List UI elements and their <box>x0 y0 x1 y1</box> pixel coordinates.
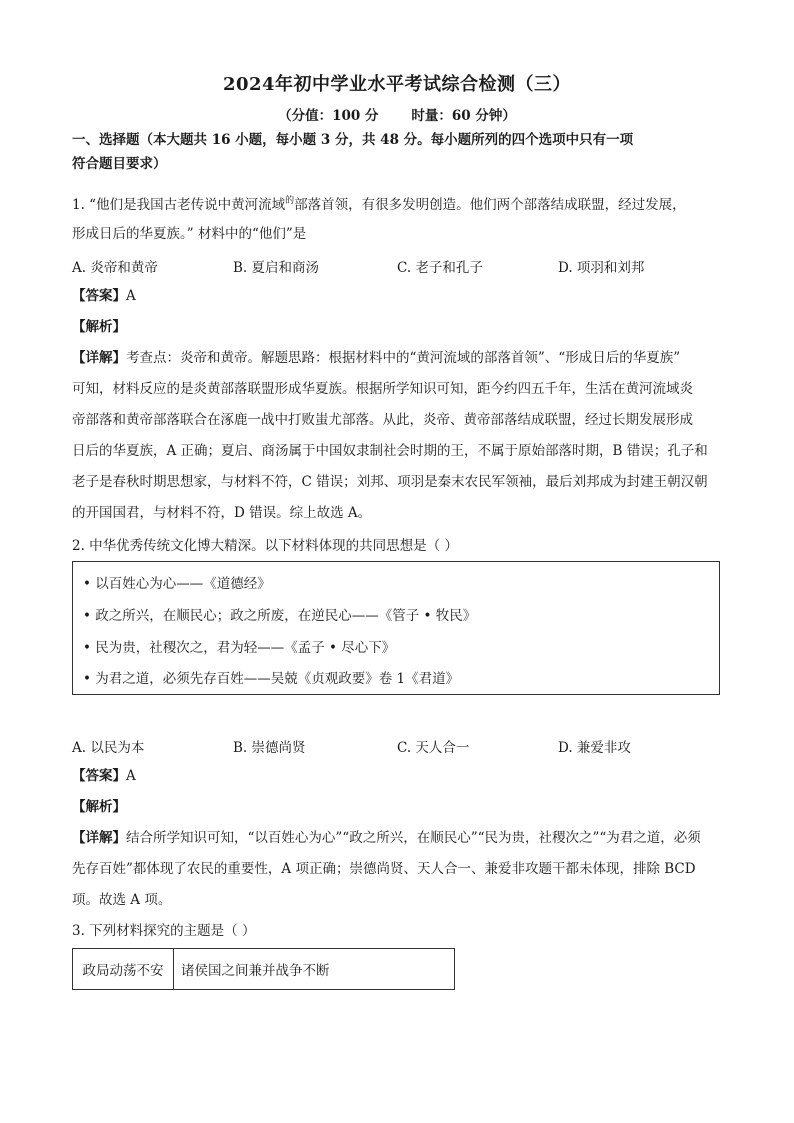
q1-option-a: A. 炎帝和黄帝 <box>72 260 158 276</box>
q2-detail-line-1 <box>72 823 722 854</box>
q1-option-c: C. 老子和孔子 <box>397 260 483 276</box>
q2-detail-line-2: 先存百姓”都体现了农民的重要性，A 项正确；崇德尚贤、天人合一、兼爱非攻题干都未体现，排除 BCD <box>72 861 696 877</box>
q3-material-table <box>72 948 455 990</box>
section-heading-line-1: 一、选择题（本大题共 16 小题，每小题 3 分，共 48 分。每小题所列的四个选项中只有一项 <box>72 132 634 148</box>
q2-quote-box <box>72 561 720 695</box>
q1-stem-line-1 <box>72 190 686 216</box>
q1-stem-part-a: 1. “他们是我国古老传说中黄河流域 <box>72 197 286 213</box>
q1-stem-part-b: 部落首领，有很多发明创造。他们两个部落结成联盟，经过发展， <box>294 197 686 213</box>
q1-answer-tag: 【答案】 <box>72 288 126 304</box>
q1-detail <box>72 343 722 529</box>
q1-option-b: B. 夏启和商汤 <box>233 260 320 276</box>
q1-detail-line-4: 日后的华夏族，A 正确；夏启、商汤属于中国奴隶制社会时期的王，不属于原始部落时期，B 错误；孔子和 <box>72 443 708 459</box>
section-heading-line-2: 符合题目要求） <box>72 156 167 172</box>
q1-answer-value: A <box>126 288 136 304</box>
q2-option-c: C. 天人合一 <box>397 740 470 756</box>
q1-analysis-tag: 【解析】 <box>72 319 126 335</box>
q1-stem-line-2: 形成日后的华夏族。” 材料中的“他们”是 <box>72 226 307 242</box>
q1-stem-superscript: 的 <box>285 196 295 206</box>
q1-option-d: D. 项羽和刘邦 <box>558 260 645 276</box>
q2-answer-value: A <box>126 768 136 784</box>
q2-quote-2: • 政之所兴，在顺民心；政之所废，在逆民心——《管子 • 牧民》 <box>83 608 477 624</box>
q2-detail-text-1: 结合所学知识可知，“以百姓心为心”“政之所兴，在顺民心”“民为贵，社稷次之”“为君之道，必须 <box>126 830 701 846</box>
q1-detail-line-3: 帝部落和黄帝部落联合在涿鹿一战中打败蚩尤部落。从此，炎帝、黄帝部落结成联盟，经过长期发展形成 <box>72 412 693 428</box>
q2-option-d: D. 兼爱非攻 <box>558 740 631 756</box>
q2-quote-4: • 为君之道，必须先存百姓——吴兢《贞观政要》卷 1《君道》 <box>83 671 460 687</box>
page-title: 2024年初中学业水平考试综合检测（三） <box>222 74 572 95</box>
q2-option-b: B. 崇德尚贤 <box>233 740 306 756</box>
q3-stem: 3. 下列材料探究的主题是（ ） <box>72 923 256 939</box>
q1-detail-line-1 <box>72 343 722 374</box>
q1-detail-line-2: 可知，材料反应的是炎黄部落联盟形成华夏族。根据所学知识可知，距今约四五千年，生活在黄河流域炎 <box>72 381 693 397</box>
q2-quote-3: • 民为贵，社稷次之，君为轻——《孟子 • 尽心下》 <box>83 640 396 656</box>
section-heading <box>72 128 722 176</box>
q2-detail <box>72 823 722 916</box>
q2-quote-1: • 以百姓心为心——《道德经》 <box>83 576 271 592</box>
q2-analysis-tag: 【解析】 <box>72 799 126 815</box>
q3-table-cell-2: 诸侯国之间兼并战争不断 <box>181 963 330 979</box>
q2-answer <box>72 765 136 787</box>
q2-stem: 2. 中华优秀传统文化博大精深。以下材料体现的共同思想是（ ） <box>72 538 458 554</box>
q1-detail-text-1: 考查点：炎帝和黄帝。解题思路：根据材料中的“黄河流域的部落首领”、“形成日后的华夏族” <box>126 350 681 366</box>
q2-detail-tag: 【详解】 <box>72 830 126 846</box>
q3-table-cell-1: 政局动荡不安 <box>73 949 174 989</box>
q1-detail-line-5: 老子是春秋时期思想家，与材料不符，C 错误；刘邦、项羽是秦末农民军领袖，最后刘邦成为封建王朝汉朝 <box>72 474 708 490</box>
q1-answer <box>72 285 136 307</box>
q2-detail-line-3: 项。故选 A 项。 <box>72 892 172 908</box>
score-time-info: （分值：100 分 时量：60 分钟） <box>278 108 516 124</box>
q1-detail-tag: 【详解】 <box>72 350 126 366</box>
q2-option-a: A. 以民为本 <box>72 740 145 756</box>
q2-answer-tag: 【答案】 <box>72 768 126 784</box>
q1-detail-line-6: 的开国国君，与材料不符，D 错误。综上故选 A。 <box>72 505 372 521</box>
